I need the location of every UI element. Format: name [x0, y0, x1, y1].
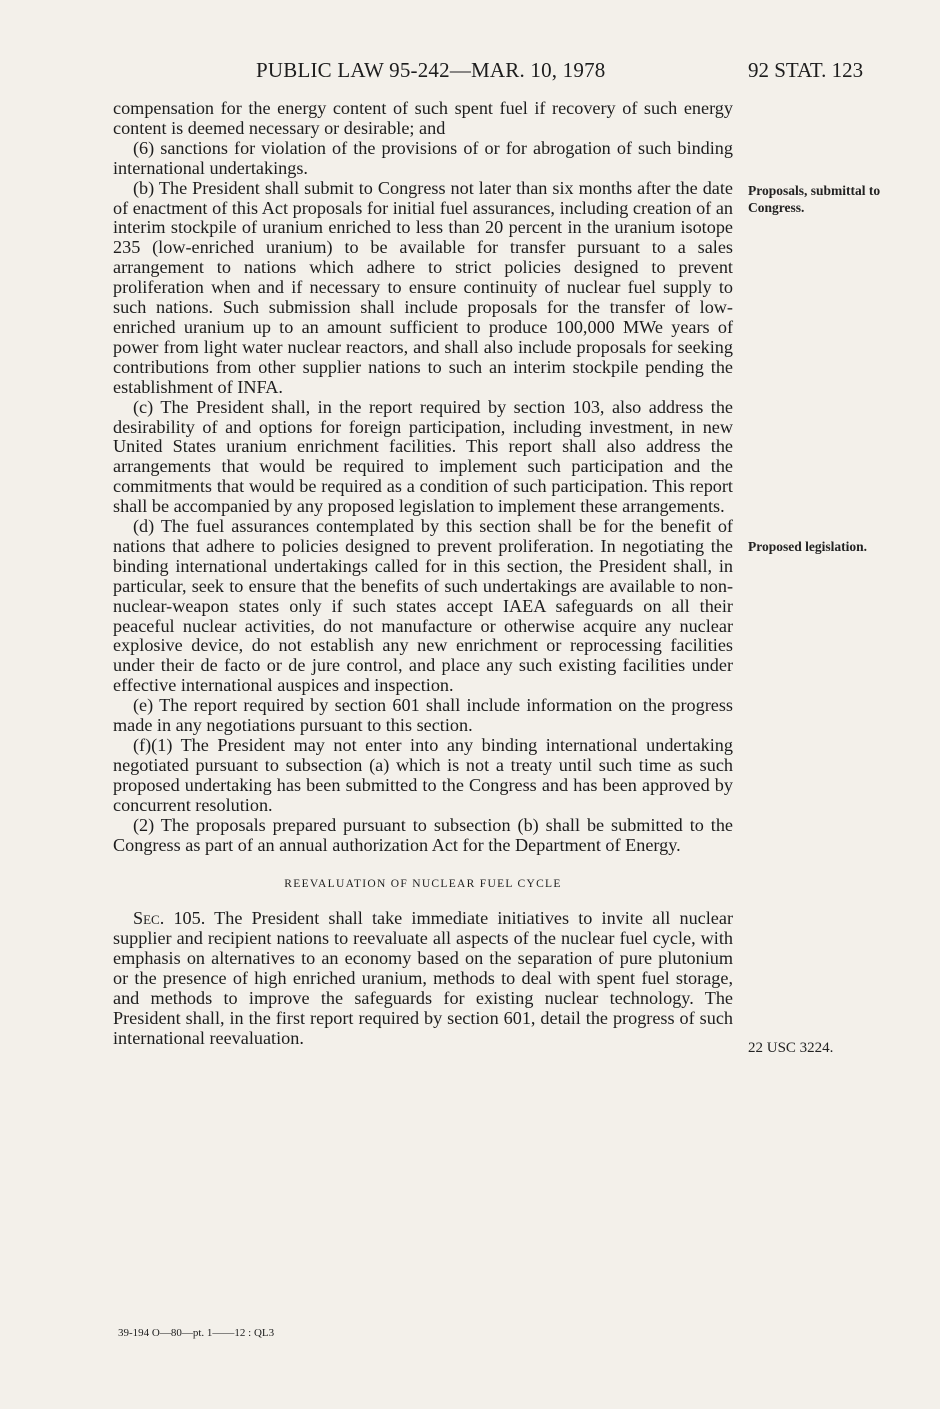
section-text: The President shall take immediate initiatives to invite all nuclear supplier and recipient nations to reevaluate all aspects of the nuclear fuel cycle, with emphasis on alternatives to an economy based on the separation of pure plutonium or the presence of high enriched uranium, methods to deal with spent fuel storage, and methods to improve the safeguards for existing nuclear technology. The President shall, in the first report required by section 601, detail the progress of such international reevaluation. [113, 908, 734, 1048]
margin-note-proposals: Proposals, submittal to Congress. [748, 183, 881, 215]
paragraph-subsection-b: (b) The President shall submit to Congress not later than six months after the date of enactment of this Act proposals for initial fuel assurances, including creation of an interim stockpile of uranium enriched to less than 20 percent in the uranium isotope 235 (low-enriched uranium) to be available for transfer pursuant to a sales arrangement to nations which adhere to strict policies designed to prevent proliferation when and if necessary to ensure continuity of nuclear fuel supply to such nations. Such submission shall include proposals for the transfer of low-enriched uranium up to an amount sufficient to produce 100,000 MWe years of power from light water nuclear reactors, and shall also include proposals for seeking contributions from other supplier nations to such an interim stockpile pending the establishment of INFA. [113, 177, 733, 397]
paragraph-subsection-f2: (2) The proposals prepared pursuant to subsection (b) shall be submitted to the Congress as part of an annual authorization Act for the Department of Energy. [113, 814, 733, 855]
page-header-stat: 92 STAT. 123 [748, 58, 864, 82]
paragraph-continuation: compensation for the energy content of such spent fuel if recovery of such energy content is deemed necessary or desirable; and [113, 98, 733, 138]
paragraph-subsection-f1: (f)(1) The President may not enter into any binding international undertaking negotiated pursuant to subsection (a) which is not a treaty until such time as such proposed undertaking has been submitted to the Congress and has been approved by concurrent resolution. [113, 735, 733, 815]
section-105-paragraph [113, 909, 733, 1048]
paragraph-subsection-c: (c) The President shall, in the report required by section 103, also address the desirability of and options for foreign participation, including investment, in new United States uranium enrichment facilities. This report shall also address the arrangements that would be required to implement such participation and the commitments that would be required as a condition of such participation. This report shall be accompanied by any proposed legislation to implement these arrangements. [113, 396, 733, 517]
paragraph-item-6: (6) sanctions for violation of the provisions of or for abrogation of such binding international undertakings. [113, 137, 733, 178]
paragraph-subsection-d: (d) The fuel assurances contemplated by this section shall be for the benefit of nations that adhere to policies designed to prevent proliferation. In negotiating the binding international undertakings called for in this section, the President shall, in particular, seek to ensure that the benefits of such undertakings are available to non-nuclear-weapon states only if such states accept IAEA safeguards on all their peaceful nuclear activities, do not manufacture or otherwise acquire any nuclear explosive device, do not establish any new enrichment or reprocessing facilities under their de facto or de jure control, and place any such existing facilities under effective international auspices and inspection. [113, 516, 733, 696]
page-header-title: PUBLIC LAW 95-242—MAR. 10, 1978 [256, 58, 606, 82]
margin-note-citation: 22 USC 3224. [748, 1040, 834, 1056]
page-footer-code: 39-194 O—80—pt. 1——12 : QL3 [118, 1327, 275, 1339]
margin-note-legislation: Proposed legislation. [748, 539, 868, 554]
body-text [113, 99, 733, 1049]
section-label: Sec. 105. [133, 908, 206, 929]
paragraph-subsection-e: (e) The report required by section 601 shall include information on the progress made in any negotiations pursuant to this section. [113, 695, 733, 736]
section-heading: REEVALUATION OF NUCLEAR FUEL CYCLE [284, 878, 562, 891]
